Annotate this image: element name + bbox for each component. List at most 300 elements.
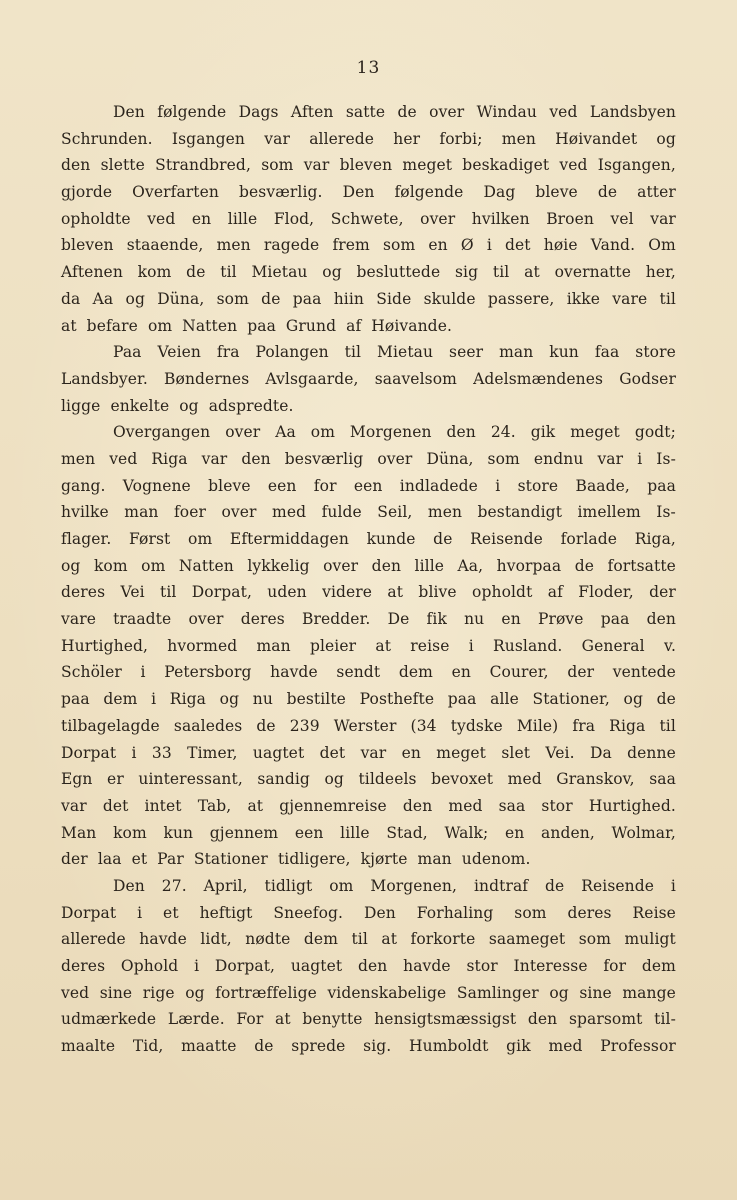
word: hiin — [333, 289, 364, 308]
word: gik — [530, 423, 556, 442]
word: til — [344, 343, 362, 362]
word: muligt — [624, 930, 676, 949]
word: benytte — [302, 1010, 363, 1029]
word: Werster — [333, 716, 397, 735]
word: vel — [610, 209, 634, 228]
word: laa — [97, 850, 122, 869]
word: om — [310, 423, 335, 442]
word: følgende — [157, 103, 227, 121]
word: man — [499, 343, 534, 362]
word: foer — [173, 503, 207, 522]
word: v. — [663, 636, 676, 655]
word: Sneefog. — [273, 903, 344, 922]
word: saaledes — [173, 716, 243, 735]
word: kjørte — [360, 850, 408, 869]
word: og — [179, 396, 199, 415]
word: paa — [600, 610, 630, 629]
text-line — [61, 766, 676, 793]
word: man — [124, 503, 159, 522]
word: Man — [61, 823, 97, 842]
word: over — [429, 103, 465, 121]
word: Veien — [157, 343, 201, 362]
word: den — [371, 556, 402, 575]
text-line — [61, 713, 676, 740]
word: de — [256, 716, 276, 735]
word: sine — [99, 983, 133, 1002]
word: hvormed — [167, 636, 238, 655]
word: Vei. — [545, 743, 575, 762]
word: besværlig — [284, 449, 364, 468]
word: Reisende — [470, 530, 543, 548]
word: en — [501, 610, 521, 629]
text-line — [61, 339, 676, 366]
word: men — [501, 129, 536, 148]
word: indladede — [399, 476, 478, 495]
word: tildeels — [358, 770, 417, 789]
word: de — [186, 263, 206, 282]
word: Humboldt — [409, 1037, 489, 1056]
word: den — [61, 156, 91, 175]
text-line — [61, 900, 676, 927]
word: Stationer — [193, 850, 268, 869]
word: Broen — [546, 209, 594, 228]
word: Høivande. — [371, 316, 453, 335]
word: Den — [113, 876, 145, 895]
word: i — [495, 476, 501, 495]
word: en — [451, 663, 471, 682]
word: Avlsgaarde, — [265, 369, 359, 388]
word: sprede — [291, 1037, 346, 1056]
word: bestandigt — [477, 503, 563, 522]
word: som — [216, 289, 249, 308]
word: tidligt — [264, 876, 313, 895]
word: et — [131, 850, 148, 869]
word: til- — [654, 1010, 676, 1029]
word: mange — [622, 983, 676, 1002]
word: til — [220, 263, 237, 282]
word: man — [256, 636, 291, 655]
word: General — [581, 636, 645, 655]
text-line — [61, 926, 676, 953]
word: den — [357, 957, 388, 975]
word: Først — [129, 530, 171, 548]
word: Grund — [285, 316, 337, 335]
word: 239 — [289, 716, 320, 735]
word: havde — [270, 663, 318, 682]
word: een — [267, 476, 297, 495]
word: at — [61, 316, 77, 335]
word: beskadiget — [462, 156, 550, 175]
word: satte — [345, 103, 386, 121]
word: seer — [449, 343, 484, 362]
word: med — [507, 770, 542, 789]
word: deres — [240, 610, 285, 629]
word: Den — [113, 103, 145, 121]
word: Aa — [275, 423, 296, 442]
word: var — [650, 209, 676, 228]
word: Morgenen, — [370, 876, 458, 895]
word: havde — [403, 957, 451, 975]
word: Rusland. — [493, 636, 563, 655]
text-line — [61, 873, 676, 900]
word: Tid, — [132, 1037, 164, 1056]
text-line — [61, 1006, 676, 1033]
word: Tab, — [197, 796, 232, 815]
text-line — [61, 579, 676, 606]
word: da — [61, 289, 81, 308]
word: intet — [144, 796, 182, 815]
word: Bredder. — [301, 610, 371, 629]
word: April, — [203, 876, 248, 895]
word: anden, — [541, 823, 595, 842]
word: vare — [61, 610, 96, 629]
word: indtraf — [473, 876, 529, 895]
word: udenom. — [461, 850, 531, 869]
word: Mietau — [377, 343, 434, 362]
word: i — [151, 690, 157, 709]
word: Dorpat — [61, 743, 117, 762]
word: Riga, — [634, 530, 676, 548]
word: at — [247, 796, 264, 815]
word: besluttede — [356, 263, 441, 282]
word: bevoxet — [431, 770, 494, 789]
word: Par — [157, 850, 184, 869]
word: videnskabelige — [327, 983, 447, 1002]
word: gjennemreise — [279, 796, 387, 815]
word: og — [61, 556, 81, 575]
word: Düna, — [157, 289, 205, 308]
word: kom — [137, 263, 172, 282]
word: passere, — [487, 289, 555, 308]
text-line — [61, 259, 676, 286]
word: Timer, — [187, 743, 238, 762]
word: Flod, — [273, 209, 315, 228]
word: store — [635, 343, 676, 362]
word: overnatte — [554, 263, 631, 282]
word: lille — [227, 209, 258, 228]
text-line — [61, 793, 676, 820]
word: var — [597, 449, 624, 468]
word: her, — [645, 263, 676, 282]
word: her — [393, 129, 421, 148]
word: 24. — [490, 423, 516, 442]
word: om — [188, 530, 213, 548]
word: Ø — [460, 236, 474, 255]
word: Høivandet — [555, 129, 638, 148]
text-line — [61, 99, 676, 126]
word: hensigtsmæssigst — [374, 1010, 517, 1029]
text-line — [61, 393, 676, 420]
word: Aa — [92, 289, 114, 308]
word: enkelte — [110, 396, 170, 415]
word: i — [140, 663, 146, 682]
word: og — [322, 263, 342, 282]
word: forlade — [560, 530, 618, 548]
word: skulde — [423, 289, 476, 308]
word: allerede — [61, 930, 126, 949]
word: Reisende — [581, 876, 655, 895]
word: reise — [410, 636, 450, 655]
word: den — [241, 449, 271, 468]
word: men — [427, 503, 463, 522]
word: var — [303, 156, 330, 175]
word: forkorte — [410, 930, 476, 949]
text-line — [61, 686, 676, 713]
word: lille — [414, 556, 445, 575]
word: Hurtighed. — [588, 796, 676, 815]
word: hvilke — [61, 503, 109, 522]
word: nu — [464, 610, 485, 629]
word: godt; — [634, 423, 676, 442]
word: ved — [61, 983, 90, 1002]
word: allerede — [309, 129, 375, 148]
word: paa — [447, 690, 477, 709]
text-line — [61, 446, 676, 473]
word: sendt — [336, 663, 381, 682]
word: de — [261, 289, 281, 308]
word: fra — [216, 343, 240, 362]
word: bleve — [208, 476, 251, 495]
text-line — [61, 820, 676, 847]
word: Den — [342, 183, 375, 202]
word: gjorde — [61, 183, 113, 202]
text-line — [61, 286, 676, 313]
word: saavelsom — [374, 369, 457, 388]
word: Vognene — [122, 476, 191, 495]
word: opholdt — [472, 583, 533, 602]
word: og — [185, 983, 205, 1002]
word: gang. — [61, 476, 106, 495]
word: Ophold — [120, 957, 179, 975]
word: i — [137, 903, 143, 922]
word: de — [545, 876, 565, 895]
word: deres — [61, 583, 106, 602]
word: Lærde. — [167, 1010, 225, 1029]
word: gjennem — [209, 823, 279, 842]
word: i — [670, 876, 676, 895]
word: stor — [541, 796, 573, 815]
text-line — [61, 953, 676, 980]
word: Forhaling — [416, 903, 494, 922]
word: paa — [647, 476, 676, 495]
word: fortsatte — [607, 556, 676, 575]
word: de — [656, 690, 676, 709]
word: med — [448, 796, 483, 815]
word: traadte — [113, 610, 172, 629]
word: Reise — [632, 903, 676, 922]
word: maatte — [181, 1037, 237, 1056]
word: bleven — [61, 236, 114, 255]
word: Godser — [619, 369, 676, 388]
word: uinteressant, — [138, 770, 243, 789]
word: Walk; — [444, 823, 489, 842]
word: Strandbred, — [155, 156, 251, 175]
word: og — [219, 690, 240, 709]
word: deres — [61, 957, 106, 975]
word: det — [505, 236, 531, 255]
word: i — [194, 957, 200, 975]
word: man — [417, 850, 452, 869]
word: Courer, — [489, 663, 549, 682]
word: en — [428, 236, 448, 255]
word: det — [102, 796, 129, 815]
word: over — [420, 209, 456, 228]
word: men — [216, 236, 251, 255]
word: at — [381, 930, 398, 949]
word: endnu — [533, 449, 584, 468]
word: 33 — [151, 743, 172, 762]
word: Stad, — [386, 823, 428, 842]
word: høie — [543, 236, 578, 255]
word: heftigt — [199, 903, 253, 922]
word: Egn — [61, 770, 93, 789]
word: og — [125, 289, 146, 308]
word: Adelsmændenes — [473, 369, 604, 388]
word: meget — [402, 156, 453, 175]
word: saa — [498, 796, 526, 815]
text-line — [61, 980, 676, 1007]
word: Isgangen, — [597, 156, 676, 175]
word: sandig — [257, 770, 310, 789]
word: Schrunden. — [61, 129, 153, 148]
word: over — [323, 556, 359, 575]
word: over — [225, 423, 261, 442]
word: og — [656, 129, 676, 148]
word: store — [517, 476, 559, 495]
word: og — [549, 983, 569, 1002]
word: vare — [612, 289, 648, 308]
word: slette — [100, 156, 145, 175]
word: lykkelig — [247, 556, 310, 575]
word: som — [487, 449, 520, 468]
word: kun — [163, 823, 194, 842]
word: fortræffelige — [215, 983, 317, 1002]
word: af — [547, 583, 563, 602]
word: om — [141, 556, 166, 575]
text-line — [61, 206, 676, 233]
word: for — [313, 476, 337, 495]
word: 27. — [161, 876, 187, 895]
word: som — [578, 930, 612, 949]
word: Wolmar, — [611, 823, 676, 842]
text-line — [61, 846, 676, 873]
word: de — [574, 556, 595, 575]
word: tydske — [450, 716, 503, 735]
word: fra — [572, 716, 596, 735]
word: de — [397, 103, 417, 121]
word: Aftenen — [61, 263, 123, 282]
page-number: 13 — [356, 58, 381, 78]
text-line — [61, 606, 676, 633]
word: befare — [86, 316, 138, 335]
word: nødte — [245, 930, 291, 949]
word: hvilken — [471, 209, 530, 228]
word: Samlinger — [456, 983, 539, 1002]
word: tilbagelagde — [61, 716, 160, 735]
word: Dorpat — [61, 903, 117, 922]
word: Vand. — [590, 236, 636, 255]
word: til — [659, 289, 676, 308]
word: var — [201, 449, 228, 468]
word: om — [147, 316, 173, 335]
word: Windau — [476, 103, 537, 121]
word: og — [623, 690, 644, 709]
word: en — [401, 743, 421, 762]
word: Baade, — [575, 476, 630, 495]
word: i — [637, 449, 643, 468]
word: Posthefte — [359, 690, 435, 709]
word: udmærkede — [61, 1010, 157, 1029]
word: adspredte. — [208, 396, 294, 415]
word: men — [61, 449, 96, 468]
word: Stationer, — [532, 690, 610, 709]
word: Mietau — [251, 263, 308, 282]
word: til — [492, 263, 510, 282]
word: uagtet — [290, 957, 343, 975]
word: lidt, — [200, 930, 232, 949]
word: Riga — [169, 690, 206, 709]
word: dem — [103, 690, 138, 709]
word: Petersborg — [164, 663, 252, 682]
word: Morgenen — [349, 423, 432, 442]
word: til — [351, 930, 368, 949]
word: Prøve — [537, 610, 584, 629]
body-text — [61, 99, 676, 1060]
word: kom — [93, 556, 128, 575]
word: var — [61, 796, 87, 815]
word: dem — [303, 930, 338, 949]
word: den — [646, 610, 676, 629]
word: over — [188, 610, 224, 629]
word: flager. — [61, 530, 112, 548]
word: sig — [455, 263, 479, 282]
word: en — [191, 209, 212, 228]
word: videre — [322, 583, 373, 602]
word: Dorpat, — [214, 957, 276, 975]
word: Landsbyer. — [61, 369, 148, 388]
word: Riga — [609, 716, 646, 735]
word: faa — [594, 343, 620, 362]
word: som — [382, 236, 416, 255]
word: Dorpat, — [191, 583, 252, 602]
word: ved — [147, 209, 176, 228]
word: ligge — [61, 396, 101, 415]
word: Floder, — [578, 583, 634, 602]
text-line — [61, 526, 676, 553]
word: Paa — [113, 343, 142, 362]
word: Bøndernes — [164, 369, 250, 388]
word: fik — [426, 610, 447, 629]
word: imellem — [577, 503, 641, 522]
word: Dags — [238, 103, 279, 121]
word: Professor — [600, 1037, 676, 1056]
word: meget — [570, 423, 620, 442]
word: havde — [139, 930, 187, 949]
word: med — [272, 503, 307, 522]
word: uden — [267, 583, 307, 602]
word: var — [264, 129, 290, 148]
word: alle — [490, 690, 519, 709]
word: pleier — [309, 636, 357, 655]
word: at — [524, 263, 540, 282]
word: gik — [506, 1037, 531, 1056]
word: for — [603, 957, 627, 975]
word: Düna, — [426, 449, 474, 468]
word: som — [514, 903, 547, 922]
word: ragede — [263, 236, 320, 255]
word: til — [160, 583, 177, 602]
word: kunde — [366, 530, 416, 548]
